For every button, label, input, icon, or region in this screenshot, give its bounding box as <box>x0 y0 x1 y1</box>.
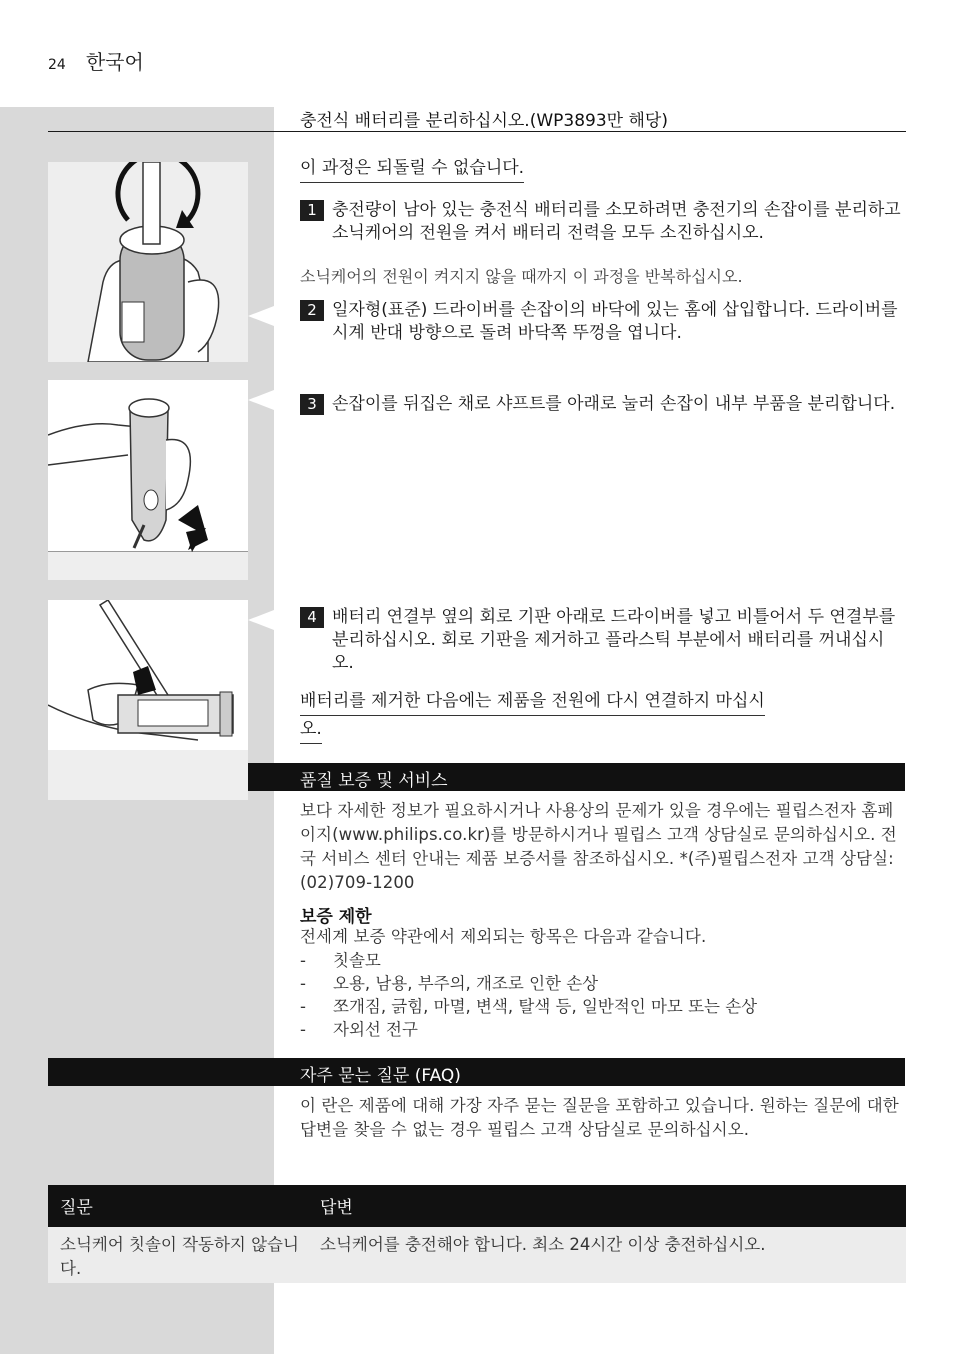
illustration-push-shaft <box>48 380 248 580</box>
sidebar-divider <box>48 131 274 132</box>
toothbrush-push-drawing <box>48 380 248 580</box>
limits-item: - 오용, 남용, 부주의, 개조로 인한 손상 <box>300 974 599 993</box>
warranty-limits-title: 보증 제한 <box>300 907 372 927</box>
faq-title-bar <box>48 1058 905 1086</box>
limits-item: - 쪼개짐, 긁힘, 마멸, 변색, 탈색 등, 일반적인 마모 또는 손상 <box>300 997 758 1016</box>
step-number-badge: 1 <box>300 200 324 221</box>
step-1 <box>300 199 905 245</box>
section-divider <box>274 131 906 132</box>
step-number-badge: 3 <box>300 394 324 415</box>
step-1-note: 소닉케어의 전원이 켜지지 않을 때까지 이 과정을 반복하십시오. <box>300 267 743 286</box>
illustration-pointer <box>248 390 274 410</box>
step-3 <box>300 393 905 416</box>
circuit-board-drawing <box>48 600 248 800</box>
step-text: 일자형(표준) 드라이버를 손잡이의 바닥에 있는 홈에 삽입합니다. 드라이버를 시계 반대 방향으로 돌려 바닥쪽 뚜껑을 엽니다. <box>332 300 898 343</box>
step-text: 배터리 연결부 옆의 회로 기판 아래로 드라이버를 넣고 비틀어서 두 연결부를 분리하십시오. 회로 기판을 제거하고 플라스틱 부분에서 배터리를 꺼내십시오. <box>332 607 896 673</box>
page-header <box>48 46 144 75</box>
table-row <box>48 1227 906 1283</box>
warranty-title-bar <box>248 763 905 791</box>
limits-item: - 자외선 전구 <box>300 1020 418 1039</box>
column-header-answer: 답변 <box>320 1198 353 1218</box>
faq-question: 소닉케어 칫솔이 작동하지 않습니다. <box>60 1235 299 1278</box>
faq-intro: 이 란은 제품에 대해 가장 자주 묻는 질문을 포함하고 있습니다. 원하는 질문에 대한 답변을 찾을 수 없는 경우 필립스 고객 상담실로 문의하십시오. <box>300 1096 899 1139</box>
final-warning-line-1: 배터리를 제거한 다음에는 제품을 전원에 다시 연결하지 마십시 <box>300 688 765 716</box>
step-4 <box>300 606 905 675</box>
page-number: 24 <box>48 57 66 73</box>
faq-title: 자주 묻는 질문 (FAQ) <box>300 1066 461 1086</box>
faq-table-header <box>48 1185 906 1227</box>
battery-section-title: 충전식 배터리를 분리하십시오.(WP3893만 해당) <box>300 111 668 131</box>
limits-item-text: 칫솔모 <box>333 951 381 970</box>
limits-item-text: 오용, 남용, 부주의, 개조로 인한 손상 <box>333 974 599 993</box>
toothbrush-screwdriver-drawing <box>48 162 248 362</box>
column-header-question: 질문 <box>60 1198 93 1218</box>
final-warning-line-2: 오. <box>300 716 322 744</box>
step-number-badge: 4 <box>300 607 324 628</box>
limits-item: - 칫솔모 <box>300 951 381 970</box>
illustration-pointer <box>248 610 274 630</box>
page-language: 한국어 <box>85 50 144 74</box>
illustration-screwdriver-bottom <box>48 162 248 362</box>
step-text: 손잡이를 뒤집은 채로 샤프트를 아래로 눌러 손잡이 내부 부품을 분리합니다. <box>332 394 896 414</box>
step-number-badge: 2 <box>300 300 324 321</box>
step-2 <box>300 299 905 345</box>
illustration-pointer <box>248 306 274 326</box>
warranty-body: 보다 자세한 정보가 필요하시거나 사용상의 문제가 있을 경우에는 필립스전자 홈페이지(www.philips.co.kr)를 방문하시거나 필립스 고객 상담실로 문의하십시오. 전국 서비스 센터 안내는 제품 보증서를 참조하십시오. *(주)필립스전자 고객 상담실: (02)709-1200 <box>300 801 897 892</box>
warranty-title: 품질 보증 및 서비스 <box>300 771 448 791</box>
limits-item-text: 쪼개짐, 긁힘, 마멸, 변색, 탈색 등, 일반적인 마모 또는 손상 <box>333 997 758 1016</box>
irreversible-warning: 이 과정은 되돌릴 수 없습니다. <box>300 155 524 183</box>
warranty-limits-intro: 전세계 보증 약관에서 제외되는 항목은 다음과 같습니다. <box>300 927 707 946</box>
limits-item-text: 자외선 전구 <box>333 1020 418 1039</box>
faq-answer: 소닉케어를 충전해야 합니다. 최소 24시간 이상 충전하십시오. <box>320 1235 766 1254</box>
illustration-circuit-board <box>48 600 248 800</box>
step-text: 충전량이 남아 있는 충전식 배터리를 소모하려면 충전기의 손잡이를 분리하고 소닉케어의 전원을 켜서 배터리 전력을 모두 소진하십시오. <box>332 200 901 243</box>
